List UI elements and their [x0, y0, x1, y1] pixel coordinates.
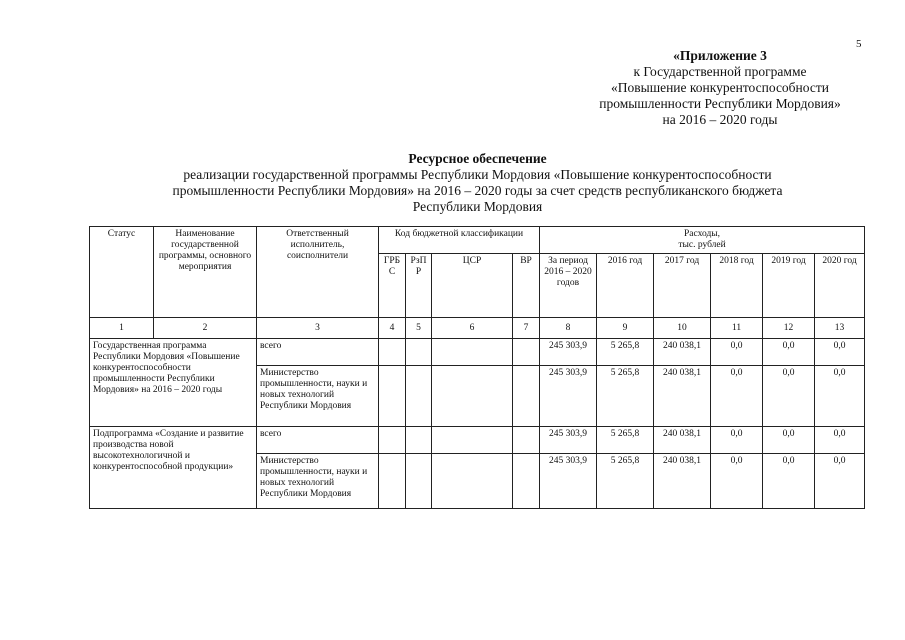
value-2017: 240 038,1 — [654, 427, 711, 454]
vr-cell — [513, 454, 540, 509]
header-budget-code: Код бюджетной классификации — [379, 227, 540, 254]
value-2020: 0,0 — [815, 339, 865, 366]
rzpr-cell — [406, 339, 432, 366]
page-number: 5 — [856, 38, 862, 50]
value-2017: 240 038,1 — [654, 339, 711, 366]
header-expenses-unit: тыс. рублей — [678, 240, 726, 250]
header-2017: 2017 год — [654, 254, 711, 318]
appendix-line: на 2016 – 2020 годы — [662, 112, 778, 127]
vr-cell — [513, 339, 540, 366]
appendix-line: «Повышение конкурентоспособности — [611, 80, 829, 95]
appendix-line: промышленности Республики Мордовия» — [599, 96, 841, 111]
value-2020: 0,0 — [815, 366, 865, 427]
table-row — [90, 339, 865, 366]
column-number: 11 — [711, 318, 763, 339]
column-number: 13 — [815, 318, 865, 339]
value-2019: 0,0 — [763, 366, 815, 427]
value-2019: 0,0 — [763, 427, 815, 454]
grbs-cell — [379, 366, 406, 427]
value-2018: 0,0 — [711, 366, 763, 427]
csr-cell — [432, 339, 513, 366]
title-heading: Ресурсное обеспечение — [408, 151, 547, 166]
executor-cell: всего — [257, 427, 379, 454]
executor-cell: Министерство промышленности, науки и новых технологий Республики Мордовия — [257, 366, 379, 427]
vr-cell — [513, 427, 540, 454]
value-2019: 0,0 — [763, 339, 815, 366]
value-2017: 240 038,1 — [654, 366, 711, 427]
subprogram-name-cell: Подпрограмма «Создание и развитие производства новой высокотехнологичной и конкурентоспособной продукции» — [90, 427, 257, 509]
rzpr-cell — [406, 366, 432, 427]
value-2016: 5 265,8 — [597, 427, 654, 454]
rzpr-cell — [406, 454, 432, 509]
header-expenses-label: Расходы, — [683, 229, 721, 239]
grbs-cell — [379, 339, 406, 366]
document-title — [90, 151, 865, 215]
column-number: 6 — [432, 318, 513, 339]
value-2019: 0,0 — [763, 454, 815, 509]
title-line: реализации государственной программы Республики Мордовия «Повышение конкурентоспособности — [183, 167, 772, 182]
title-line: промышленности Республики Мордовия» на 2016 – 2020 годы за счет средств республиканского бюджета — [172, 183, 783, 198]
csr-cell — [432, 427, 513, 454]
header-grbs: ГРБ С — [379, 254, 406, 318]
column-number: 4 — [379, 318, 406, 339]
value-2016: 5 265,8 — [597, 339, 654, 366]
resource-table — [89, 226, 865, 509]
value-2018: 0,0 — [711, 454, 763, 509]
value-2020: 0,0 — [815, 454, 865, 509]
column-number: 5 — [406, 318, 432, 339]
header-2018: 2018 год — [711, 254, 763, 318]
header-2020: 2020 год — [815, 254, 865, 318]
header-program-name: Наименование государственной программы, основного мероприятия — [154, 227, 257, 318]
header-period: За период 2016 – 2020 годов — [540, 254, 597, 318]
header-2019: 2019 год — [763, 254, 815, 318]
grbs-cell — [379, 427, 406, 454]
value-2017: 240 038,1 — [654, 454, 711, 509]
column-number: 2 — [154, 318, 257, 339]
header-expenses — [540, 227, 865, 254]
column-number: 8 — [540, 318, 597, 339]
table-header-row — [90, 227, 865, 254]
value-2018: 0,0 — [711, 427, 763, 454]
appendix-block — [570, 48, 870, 128]
program-name-cell: Государственная программа Республики Мордовия «Повышение конкурентоспособности промышленности Республики Мордовия» на 2016 – 2020 годы — [90, 339, 257, 427]
header-csr: ЦСР — [432, 254, 513, 318]
csr-cell — [432, 454, 513, 509]
value-period: 245 303,9 — [540, 427, 597, 454]
column-number-row — [90, 318, 865, 339]
header-2016: 2016 год — [597, 254, 654, 318]
header-rzpr: РзП Р — [406, 254, 432, 318]
grbs-cell — [379, 454, 406, 509]
column-number: 7 — [513, 318, 540, 339]
value-2018: 0,0 — [711, 339, 763, 366]
column-number: 1 — [90, 318, 154, 339]
value-2016: 5 265,8 — [597, 454, 654, 509]
column-number: 10 — [654, 318, 711, 339]
vr-cell — [513, 366, 540, 427]
value-period: 245 303,9 — [540, 339, 597, 366]
value-2016: 5 265,8 — [597, 366, 654, 427]
header-executor: Ответственный исполнитель, соисполнители — [257, 227, 379, 318]
executor-cell: Министерство промышленности, науки и новых технологий Республики Мордовия — [257, 454, 379, 509]
csr-cell — [432, 366, 513, 427]
appendix-heading: «Приложение 3 — [673, 48, 767, 63]
value-2020: 0,0 — [815, 427, 865, 454]
appendix-line: к Государственной программе — [633, 64, 807, 79]
header-status: Статус — [90, 227, 154, 318]
column-number: 3 — [257, 318, 379, 339]
value-period: 245 303,9 — [540, 454, 597, 509]
value-period: 245 303,9 — [540, 366, 597, 427]
title-line: Республики Мордовия — [412, 199, 543, 214]
header-vr: ВР — [513, 254, 540, 318]
executor-cell: всего — [257, 339, 379, 366]
column-number: 12 — [763, 318, 815, 339]
table-row — [90, 427, 865, 454]
rzpr-cell — [406, 427, 432, 454]
column-number: 9 — [597, 318, 654, 339]
